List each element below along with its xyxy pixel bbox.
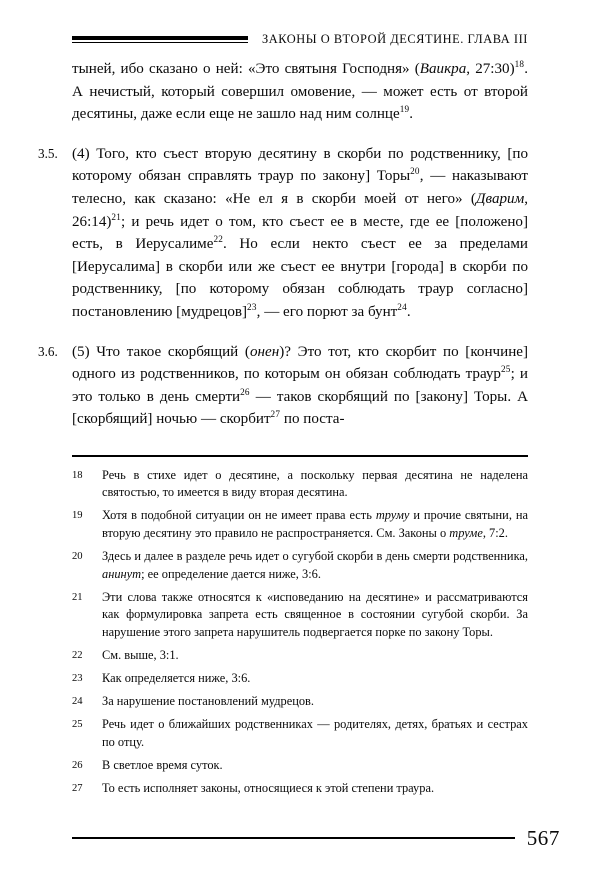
footnote-text: [102, 549, 528, 581]
text-run: То есть исполняет законы, относящиеся к этой степени траура.: [102, 781, 435, 795]
footnote-number: 23: [72, 673, 83, 685]
text-run: — таков скорбящий по [закону] Торы. А [скорбящий] ночью — скорбит: [72, 388, 528, 428]
running-head-title: ЗАКОНЫ О ВТОРОЙ ДЕСЯТИНЕ. ГЛАВА III: [262, 31, 528, 46]
footnote-marker[interactable]: 25: [500, 364, 511, 375]
footnote-text: [102, 590, 528, 639]
text-run: и прочие святыни, на вторую десятину это правило не распространяется. См. Законы о: [102, 508, 528, 540]
footnote-separator-rule: [72, 455, 528, 457]
text-run: . Но если некто съест ее за пределами [Иерусалима] в скорби или же съест ее внутри [города] в скорби по родственнику, [по которому обязан соблюдать траур согласно] постановлению [мудрецов]: [72, 236, 528, 320]
text-run: Речь в стихе идет о десятине, а поскольку первая десятина не наделена святостью, то имеется в виду вторая десятина.: [102, 467, 528, 500]
halacha-number: 3.5.: [38, 145, 58, 161]
text-run: Эти слова также относятся к «исповеданию на десятине» и рассматриваются как формулировка запрета есть священное в состоянии сугубой скорби. За нарушение этого запрета нарушитель подвергается порке по закону Торы.: [102, 589, 528, 639]
italic-term: Ваикра: [419, 61, 467, 77]
body-text-column: [38, 58, 528, 431]
halacha-paragraph: [38, 341, 528, 431]
footnote-marker[interactable]: 22: [213, 234, 224, 245]
footnote-marker[interactable]: 23: [247, 301, 257, 312]
footnote-item: [72, 716, 528, 751]
footnote-list: [72, 467, 528, 798]
footnote-item: [72, 670, 528, 688]
text-run: , — наказывают телесно, как сказано: «Не ел я в скорби моей от него» (: [72, 168, 528, 207]
footnote-text: [102, 758, 223, 772]
text-run: (5) Что такое скорбящий (: [72, 343, 250, 360]
text-run: , 26:14): [72, 190, 528, 230]
footnote-marker[interactable]: 27: [270, 409, 281, 420]
halacha-paragraph: [38, 143, 528, 324]
footnote-number: 20: [72, 550, 83, 562]
text-run: ; и речь идет о том, кто съест ее в месте, где ее [положено] есть, в Иерусалиме: [72, 213, 528, 253]
text-run: Как определяется ниже, 3:6.: [102, 671, 251, 686]
halacha-number: 3.6.: [38, 343, 58, 359]
footnote-text: [102, 694, 314, 708]
italic-term: онен: [249, 343, 280, 360]
text-run: .: [409, 106, 414, 123]
footnote-marker[interactable]: 26: [240, 386, 250, 397]
continuation-paragraph: [72, 58, 528, 126]
italic-term: анинут: [102, 566, 142, 581]
page-number: 567: [526, 825, 560, 850]
paragraph-text: [72, 341, 528, 431]
footnote-number: 26: [72, 759, 83, 771]
text-run: , — его порют за бунт: [256, 303, 398, 320]
text-run: В светлое время суток.: [102, 757, 223, 772]
italic-term: труме: [449, 525, 483, 540]
paragraph-text: [72, 143, 528, 324]
italic-term: Дварим: [475, 190, 525, 207]
footnote-marker[interactable]: 18: [514, 58, 525, 69]
paragraph-text: [72, 58, 528, 123]
text-run: См. выше, 3:1.: [102, 647, 179, 662]
footnotes-block: [72, 455, 528, 803]
text-run: За нарушение постановлений мудрецов.: [102, 694, 314, 709]
footnote-item: [72, 589, 528, 642]
footnote-number: 24: [72, 696, 83, 708]
footnote-text: [102, 781, 434, 795]
footnote-item: [72, 757, 528, 775]
page-footer: [72, 821, 560, 855]
text-run: . А нечистый, который совершил омовение, — может есть от второй десятины, даже если еще не зашло над ним солнце: [72, 61, 528, 123]
text-run: Речь идет о ближайших родственниках — родителях, детях, братьях и сестрах по отцу.: [102, 717, 528, 749]
footnote-marker[interactable]: 24: [397, 301, 407, 312]
footnote-number: 22: [72, 649, 83, 661]
footnote-text: [102, 671, 250, 685]
text-run: ; и это только в день смерти: [72, 366, 528, 405]
text-run: ; ее определение дается ниже, 3:6.: [141, 566, 321, 581]
footnote-number: 27: [72, 783, 83, 794]
footnote-number: 21: [72, 591, 83, 603]
text-run: Здесь и далее в разделе речь идет о сугубой скорби в день смерти родственника,: [102, 548, 528, 563]
footnote-marker[interactable]: 21: [111, 211, 122, 222]
footnote-item: [72, 467, 528, 502]
footnote-item: [72, 780, 528, 798]
italic-term: труму: [375, 508, 410, 523]
footnote-number: 19: [72, 510, 83, 522]
footnote-text: [102, 717, 528, 749]
text-run: , 27:30): [466, 61, 515, 77]
footnote-item: [72, 693, 528, 711]
footnote-item: [72, 548, 528, 583]
text-run: Хотя в подобной ситуации он не имеет права есть: [102, 508, 376, 523]
text-run: .: [406, 303, 411, 320]
footnote-text: [102, 508, 528, 540]
text-run: , 7:2.: [482, 525, 508, 540]
running-head: [72, 28, 560, 50]
text-run: тыней, ибо сказано о ней: «Это святыня Господня» (: [72, 61, 420, 77]
text-run: (4) Того, кто съест вторую десятину в скорби по родственнику, [по которому обязан справлять траур по закону] Торы: [72, 145, 528, 185]
footnote-item: [72, 647, 528, 665]
text-run: по поста-: [280, 411, 345, 428]
footnote-item: [72, 507, 528, 542]
footnote-number: 25: [72, 719, 83, 731]
footnote-marker[interactable]: 19: [399, 104, 410, 115]
running-head-rule: [72, 35, 248, 44]
footnote-number: 18: [72, 469, 83, 481]
footnote-text: [102, 468, 528, 500]
folio-rule: [72, 837, 515, 839]
footnote-text: [102, 648, 179, 662]
footnote-marker[interactable]: 20: [410, 166, 420, 177]
text-run: )? Это тот, кто скорбит по [кончине] одного из родственников, по которым он обязан соблюдать траур: [72, 343, 528, 383]
